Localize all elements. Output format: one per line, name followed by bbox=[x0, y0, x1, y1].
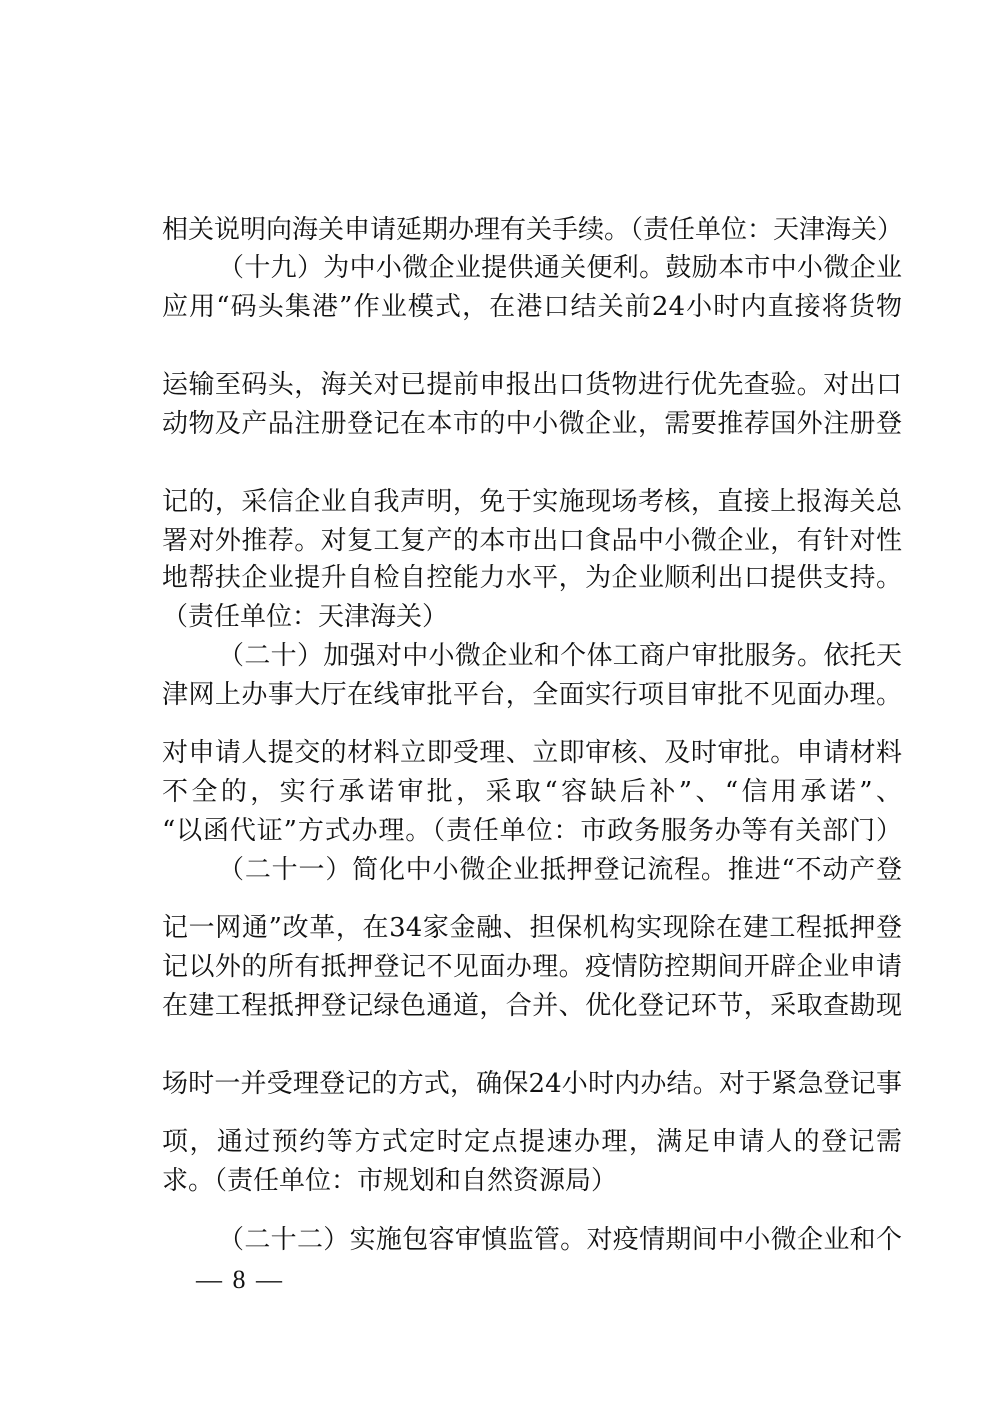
text-line: 津网上办事大厅在线审批平台，全面实行项目审批不见面办理。 bbox=[162, 680, 902, 710]
text-line: 对申请人提交的材料立即受理、立即审核、及时审批。申请材料 bbox=[162, 738, 902, 768]
section-heading-21: （二十一）简化中小微企业抵押登记流程。推进“不动产登 bbox=[218, 855, 902, 885]
text-line: “以函代证”方式办理。（责任单位：市政务服务办等有关部门） bbox=[162, 816, 902, 846]
responsibility-note: （责任单位：天津海关） bbox=[162, 602, 449, 632]
text-line: 记一网通”改革，在34家金融、担保机构实现除在建工程抵押登 bbox=[162, 913, 902, 943]
section-heading-22: （二十二）实施包容审慎监管。对疫情期间中小微企业和个 bbox=[218, 1225, 902, 1255]
text-line: 地帮扶企业提升自检自控能力水平，为企业顺利出口提供支持。 bbox=[162, 563, 902, 593]
text-line: 记以外的所有抵押登记不见面办理。疫情防控期间开辟企业申请 bbox=[162, 952, 902, 982]
section-heading-19: （十九）为中小微企业提供通关便利。鼓励本市中小微企业 bbox=[218, 253, 902, 283]
text-line: 应用“码头集港”作业模式，在港口结关前24小时内直接将货物 bbox=[162, 292, 902, 322]
text-line: 项，通过预约等方式定时定点提速办理，满足申请人的登记需 bbox=[162, 1127, 902, 1157]
text-line: 在建工程抵押登记绿色通道，合并、优化登记环节，采取查勘现 bbox=[162, 991, 902, 1021]
text-line: 运输至码头，海关对已提前申报出口货物进行优先查验。对出口 bbox=[162, 370, 902, 400]
text-line: 记的，采信企业自我声明，免于实施现场考核，直接上报海关总 bbox=[162, 487, 902, 517]
text-line: 场时一并受理登记的方式，确保24小时内办结。对于紧急登记事 bbox=[162, 1069, 902, 1099]
section-heading-20: （二十）加强对中小微企业和个体工商户审批服务。依托天 bbox=[218, 641, 902, 671]
text-line: 相关说明向海关申请延期办理有关手续。（责任单位：天津海关） bbox=[162, 215, 904, 245]
responsibility-note: 求。（责任单位：市规划和自然资源局） bbox=[162, 1166, 618, 1196]
text-line: 署对外推荐。对复工复产的本市出口食品中小微企业，有针对性 bbox=[162, 526, 902, 556]
text-line: 不全的，实行承诺审批，采取“容缺后补”、“信用承诺”、 bbox=[162, 777, 902, 807]
text-line: 动物及产品注册登记在本市的中小微企业，需要推荐国外注册登 bbox=[162, 409, 902, 439]
page-number: — 8 — bbox=[196, 1265, 284, 1294]
